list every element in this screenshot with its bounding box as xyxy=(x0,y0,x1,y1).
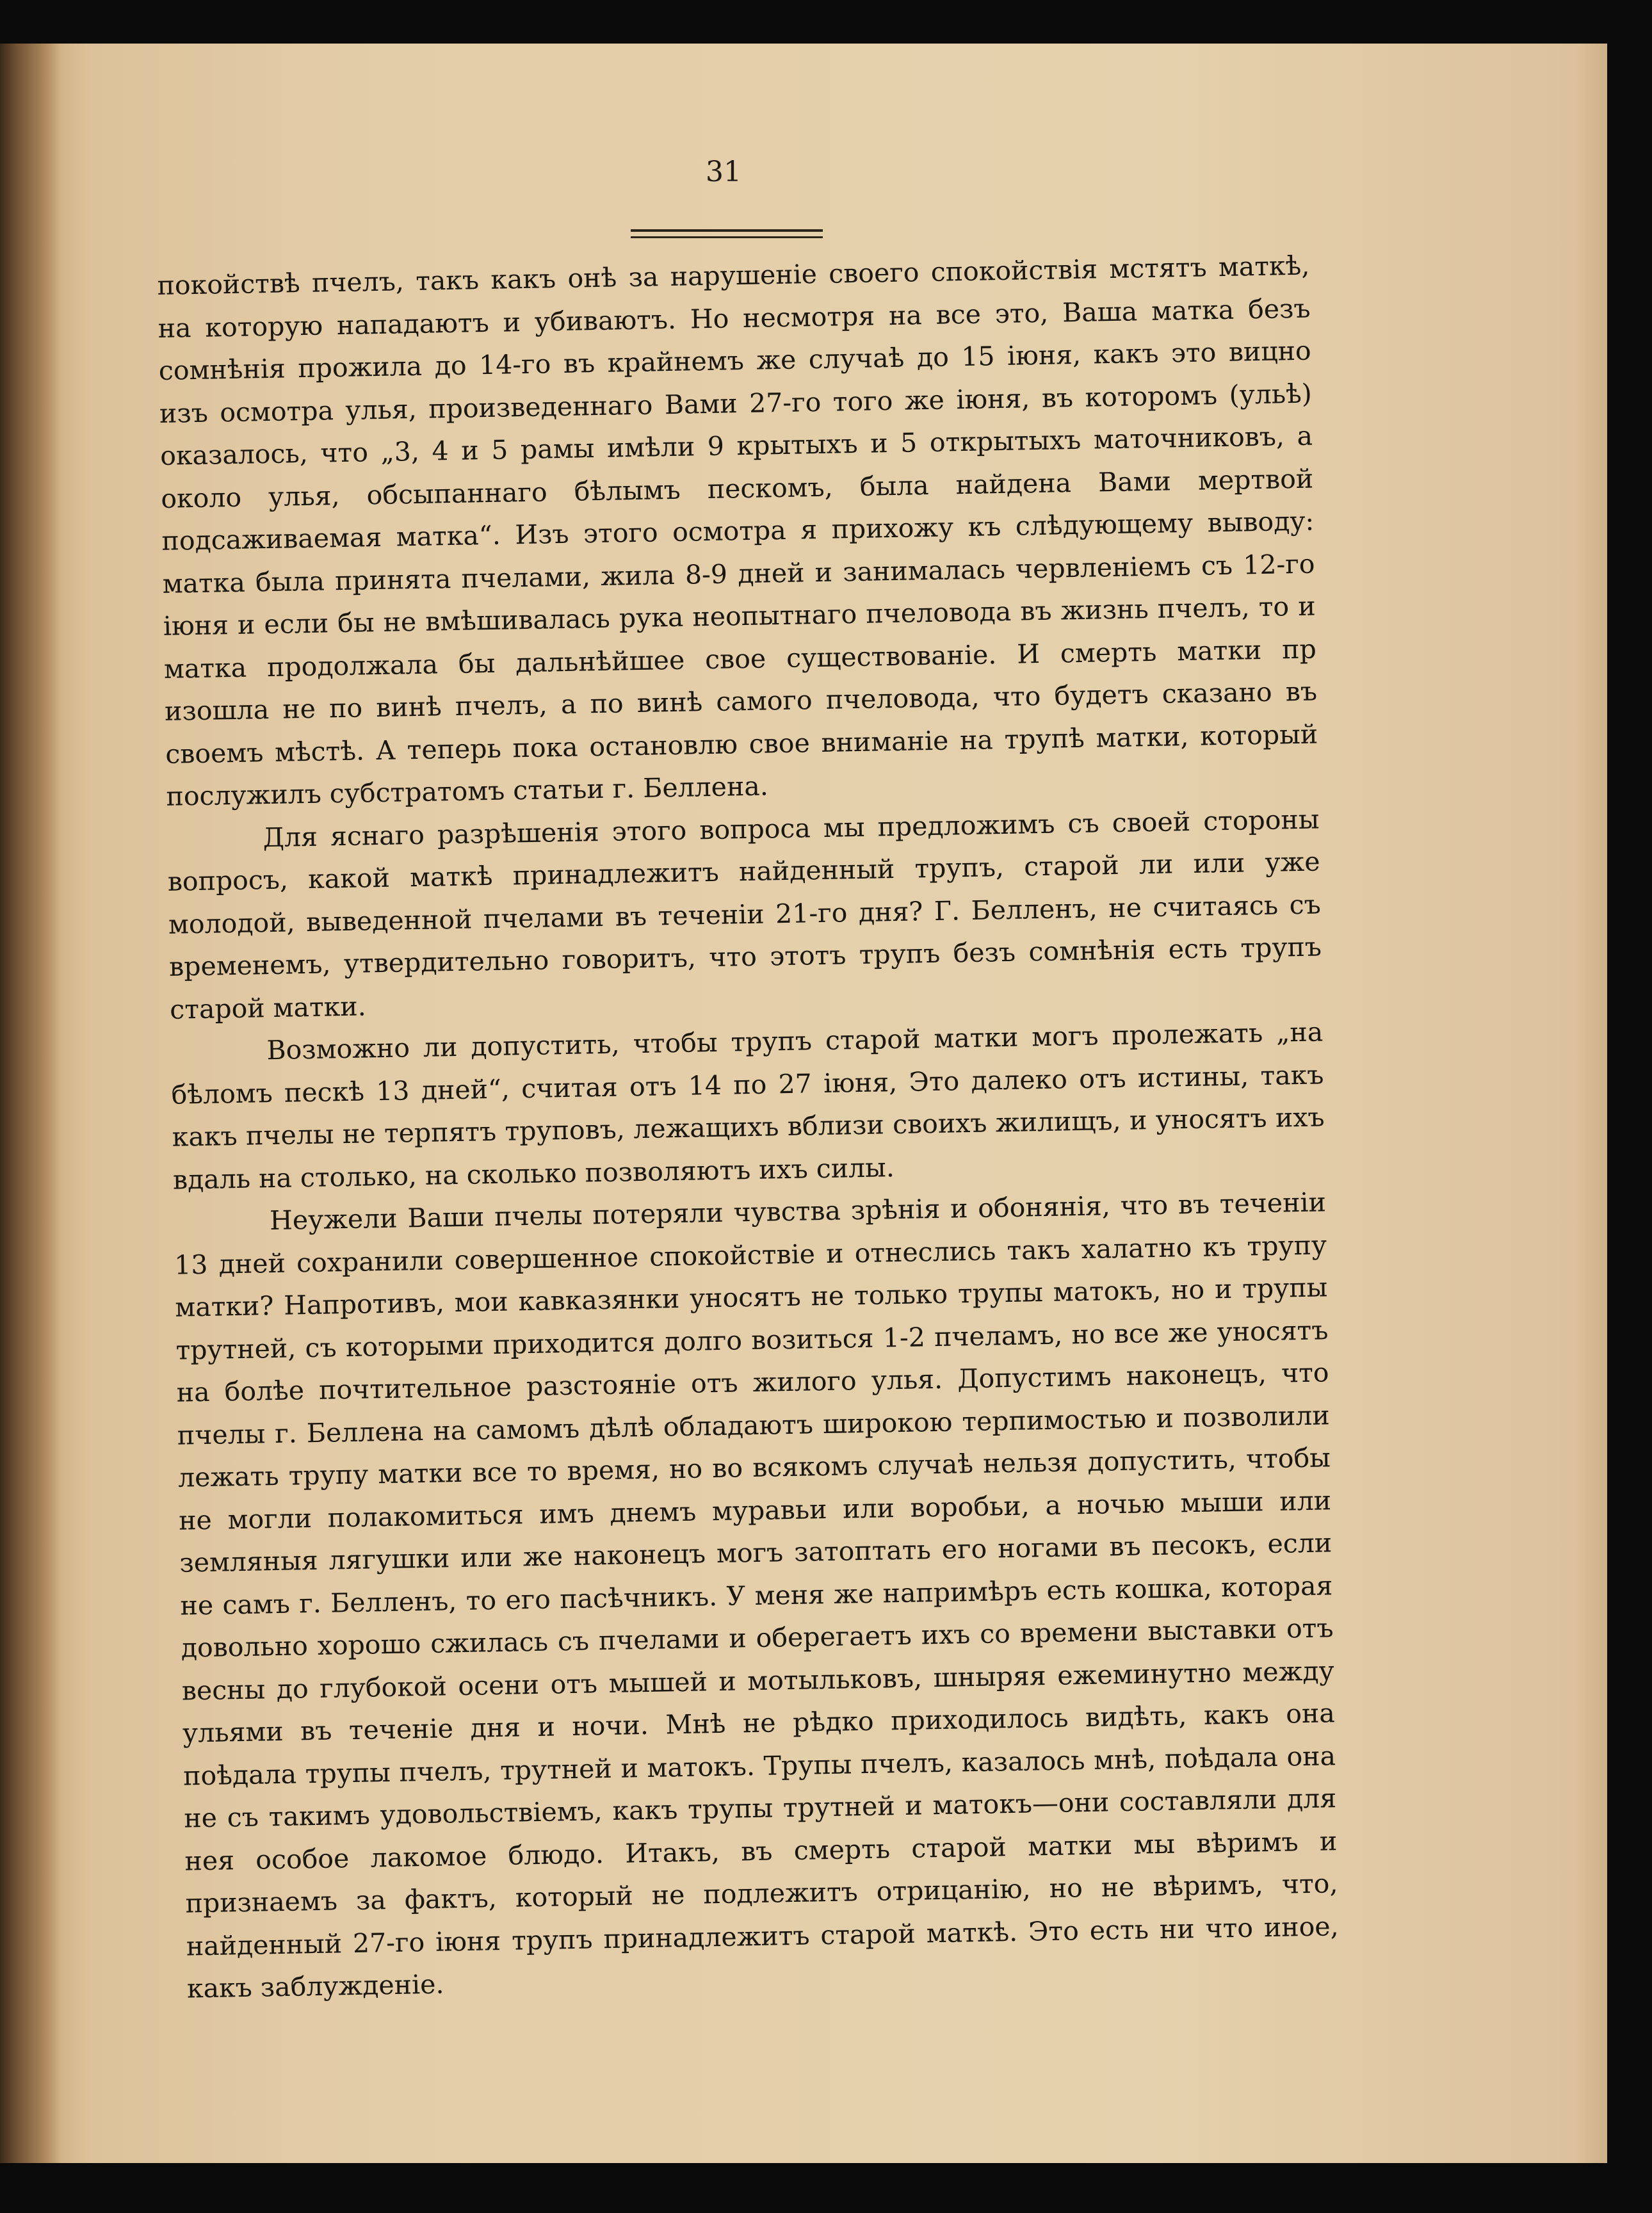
book-page xyxy=(0,44,1607,2163)
paragraph-2: Для яснаго разрѣшенія этого вопроса мы предложимъ съ своей стороны вопросъ, какой маткѣ принадлежитъ найденный трупъ, старой ли или уже молодой, выведенной пчелами въ теченіи 21-го дня? Г. Белленъ, не считаясь съ временемъ, утвердительно говоритъ, что этотъ трупъ безъ сомнѣнія есть трупъ старой матки. xyxy=(167,803,1322,1025)
page-body xyxy=(157,245,1340,2010)
paragraph-3: Возможно ли допустить, чтобы трупъ старой матки могъ пролежать „на бѣломъ пескѣ 13 дней“, считая отъ 14 по 27 іюня, Это далеко отъ истины, такъ какъ пчелы не терпятъ труповъ, лежащихъ вблизи своихъ жилищъ, и уносятъ ихъ вдаль на столько, на сколько позволяютъ ихъ силы. xyxy=(171,1016,1325,1196)
paragraph-4: Неужели Ваши пчелы потеряли чувства зрѣнія и обонянія, что въ теченіи 13 дней сохранили совершенное спокойствіе и отнеслись такъ халатно къ трупу матки? Напротивъ, мои кавказянки уносятъ не только трупы матокъ, но и трупы трутней, съ которыми приходится долго возиться 1-2 пчеламъ, но все же уносятъ на болѣе почтительное разстояніе отъ жилого улья. Допустимъ наконецъ, что пчелы г. Беллена на самомъ дѣлѣ обладаютъ широкою терпимостью и позволили лежать трупу матки все то время, но во всякомъ случаѣ нельзя допустить, чтобы не могли полакомиться имъ днемъ муравьи или воробьи, а ночью мыши или земляныя лягушки или же наконецъ могъ затоптать его ногами въ песокъ, если не самъ г. Белленъ, то его пасѣчникъ. У меня же напримѣръ есть кошка, которая довольно хорошо сжилась съ пчелами и оберегаетъ ихъ со времени выставки отъ весны до глубокой осени отъ мышей и мотыльковъ, шныряя ежеминутно между ульями въ теченіе дня и ночи. Мнѣ не рѣдко приходилось видѣть, какъ она поѣдала трупы пчелъ, трутней и матокъ. Трупы пчелъ, казалось мнѣ, поѣдала она не съ такимъ удовольствіемъ, какъ трупы трутней и матокъ—они составляли для нея особое лакомое блюдо. Итакъ, въ смерть старой матки мы вѣримъ и признаемъ за фактъ, который не подлежитъ отрицанію, но не вѣримъ, что, найденный 27-го іюня трупъ принадлежитъ старой маткѣ. Это есть ни что иное, какъ заблужденіе. xyxy=(174,1187,1339,2004)
page-number: 31 xyxy=(706,156,741,188)
header-double-rule xyxy=(631,229,823,238)
book-spine xyxy=(0,44,61,2163)
paragraph-1: покойствѣ пчелъ, такъ какъ онѣ за нарушеніе своего спокойствія мстятъ маткѣ, на которую нападаютъ и убиваютъ. Но несмотря на все это, Ваша матка безъ сомнѣнія прожила до 14-го въ крайнемъ же случаѣ до 15 іюня, какъ это вицно изъ осмотра улья, произведеннаго Вами 27-го того же іюня, въ которомъ (ульѣ) оказалось, что „3, 4 и 5 рамы имѣли 9 крытыхъ и 5 открытыхъ маточниковъ, а около улья, обсыпаннаго бѣлымъ пескомъ, была найдена Вами мертвой подсаживаемая матка“. Изъ этого осмотра я прихожу къ слѣдующему выводу: матка была принята пчелами, жила 8-9 дней и занималась червленіемъ съ 12-го іюня и если бы не вмѣшивалась рука неопытнаго пчеловода въ жизнь пчелъ, то и матка продолжала бы дальнѣйшее свое существованіе. И смерть матки пр изошла не по винѣ пчелъ, а по винѣ самого пчеловода, что будетъ сказано въ своемъ мѣстѣ. А теперь пока остановлю свое вниманіе на трупѣ матки, который послужилъ субстратомъ статьи г. Беллена. xyxy=(157,250,1318,812)
